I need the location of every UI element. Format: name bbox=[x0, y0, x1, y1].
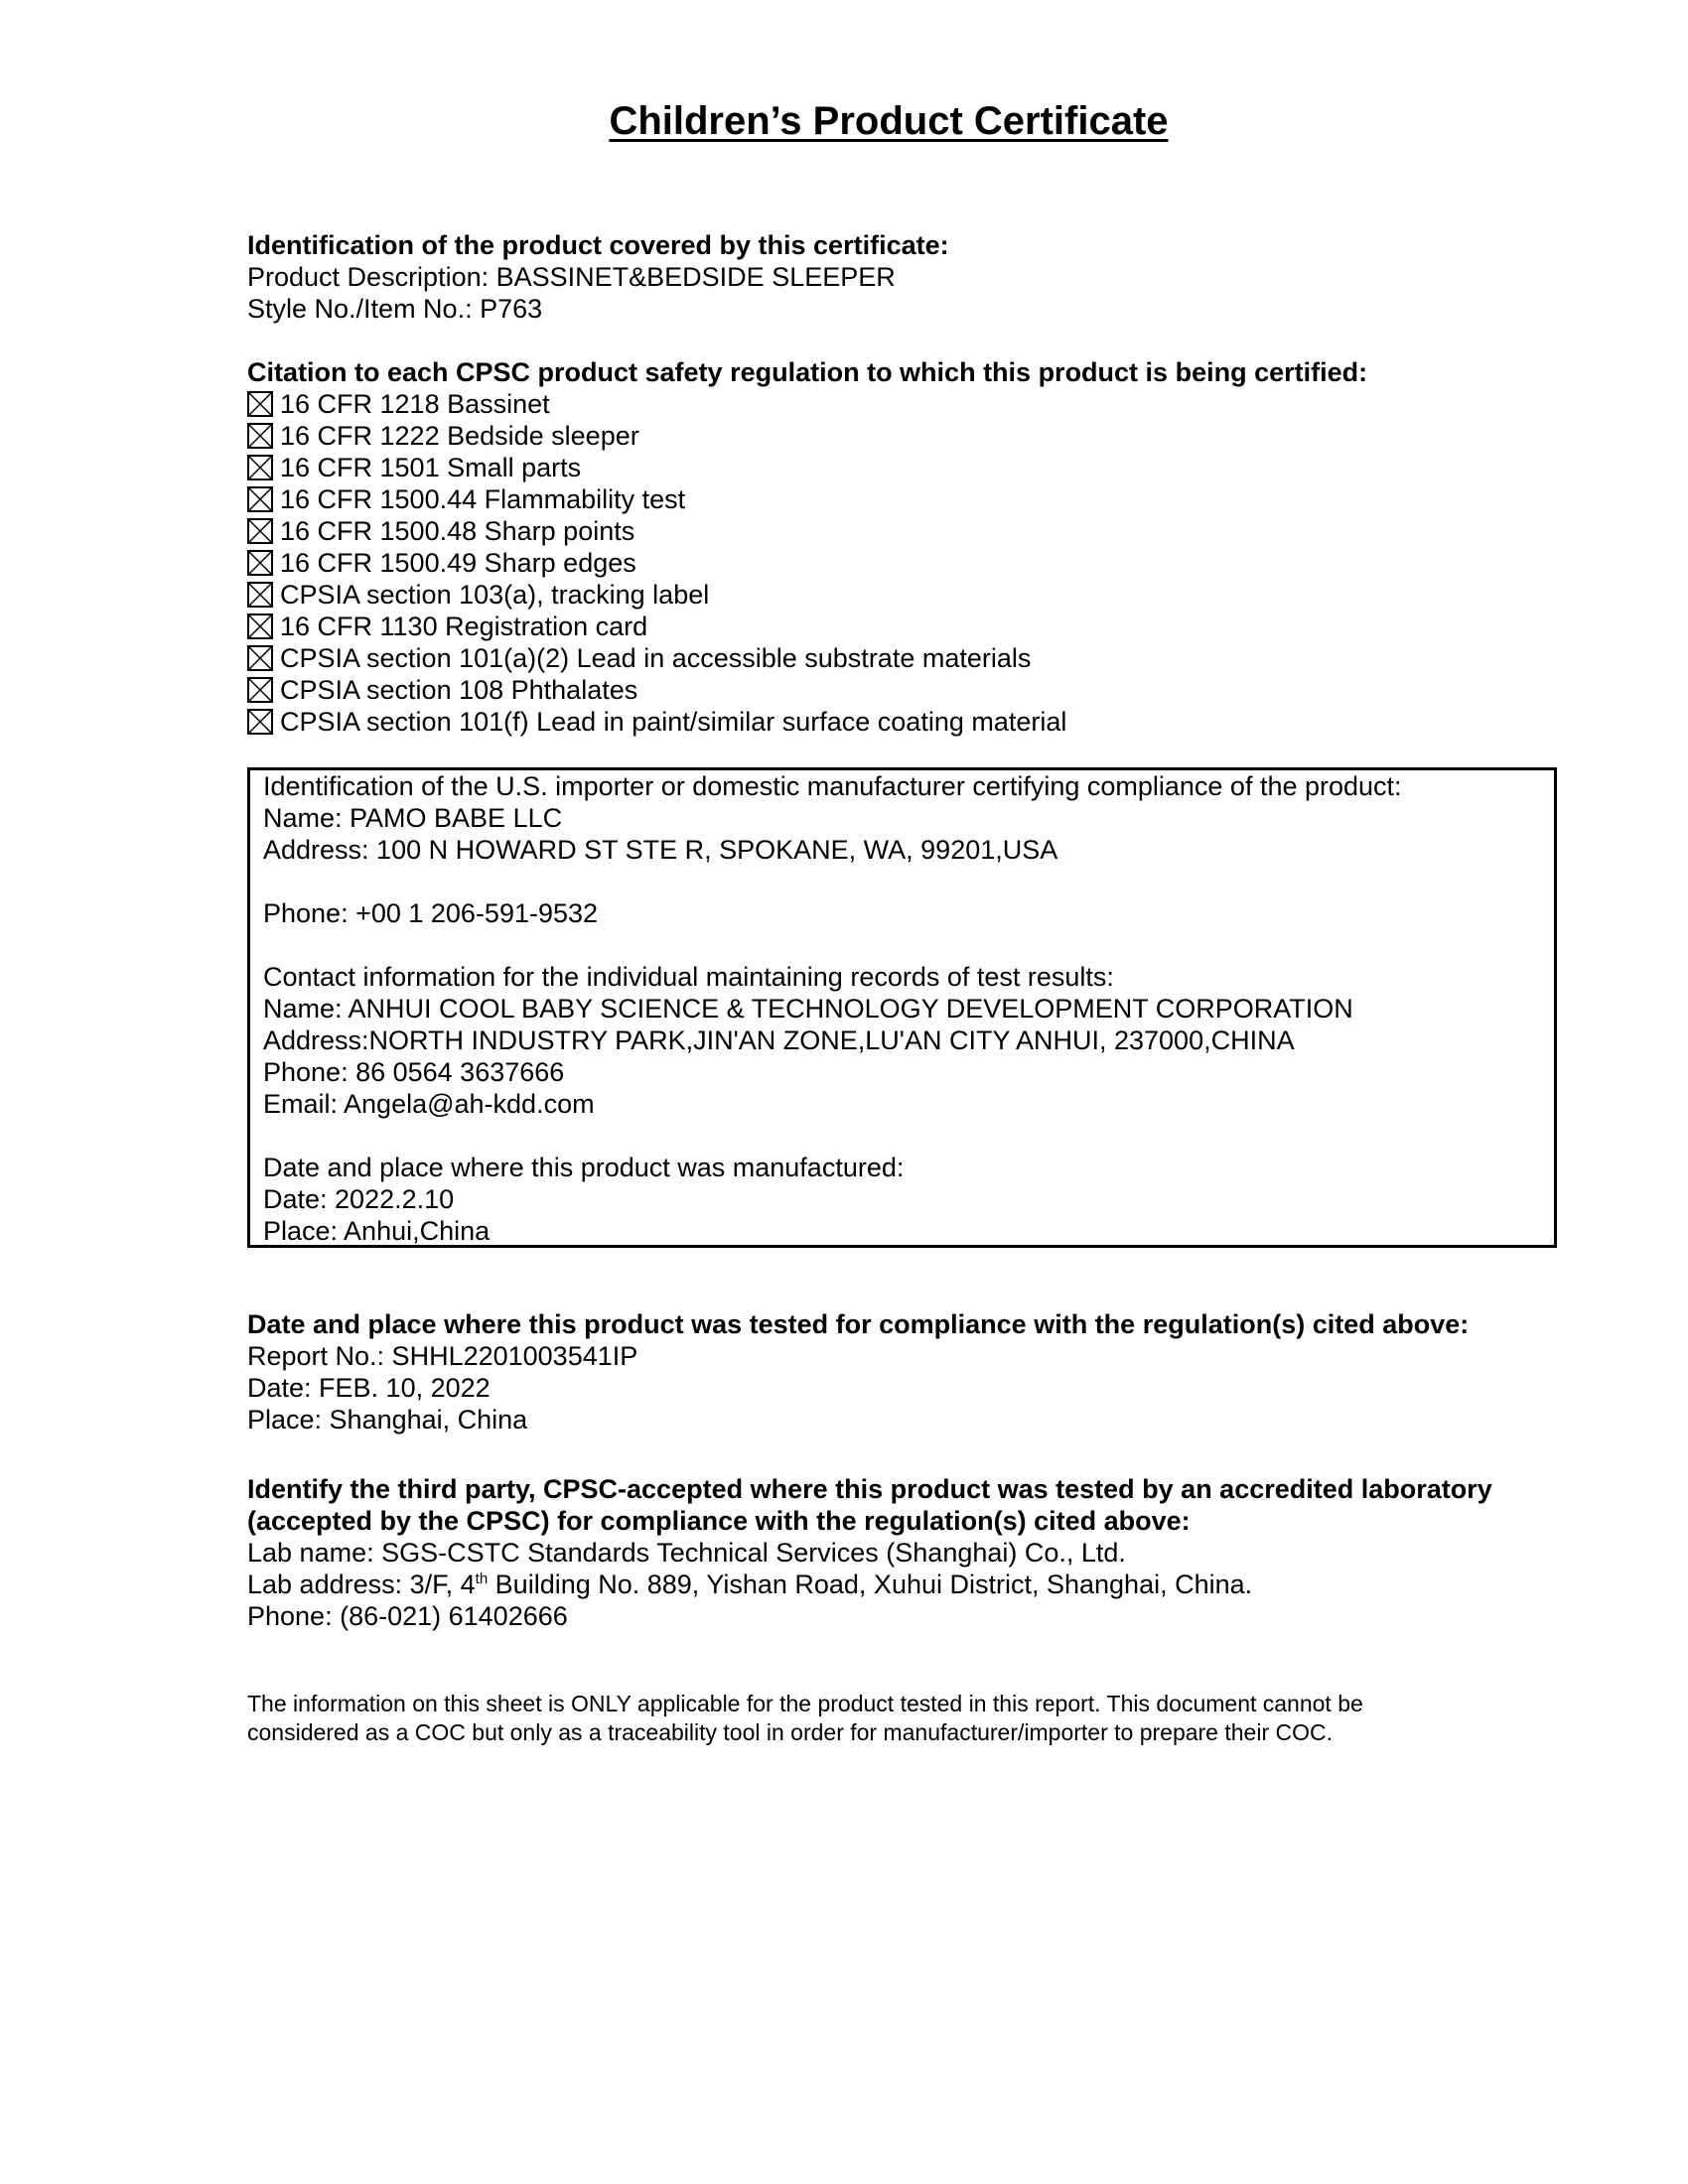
citation-label: 16 CFR 1218 Bassinet bbox=[280, 389, 550, 419]
citation-item bbox=[247, 452, 1367, 483]
checked-box-icon[interactable] bbox=[247, 645, 273, 671]
citation-item bbox=[247, 547, 1367, 579]
product-identification-section bbox=[247, 229, 949, 325]
citation-label: 16 CFR 1500.48 Sharp points bbox=[280, 516, 635, 546]
disclaimer-line1: The information on this sheet is ONLY applicable for the product tested in this report. This document cannot be bbox=[247, 1691, 1363, 1716]
citation-label: CPSIA section 101(a)(2) Lead in accessible substrate materials bbox=[280, 643, 1032, 673]
importer-name: Name: PAMO BABE LLC bbox=[263, 803, 563, 833]
citation-item bbox=[247, 642, 1367, 674]
importer-address: Address: 100 N HOWARD ST STE R, SPOKANE, WA, 99201,USA bbox=[263, 835, 1058, 865]
lab-address-prefix: Lab address: 3/F, 4 bbox=[247, 1570, 476, 1599]
product-description: Product Description: BASSINET&BEDSIDE SLEEPER bbox=[247, 262, 896, 292]
lab-heading-line2: (accepted by the CPSC) for compliance with the regulation(s) cited above: bbox=[247, 1506, 1191, 1536]
importer-info-box bbox=[247, 767, 1557, 1248]
citations-heading: Citation to each CPSC product safety regulation to which this product is being certified: bbox=[247, 357, 1368, 387]
lab-heading-line1: Identify the third party, CPSC-accepted where this product was tested by an accredited laboratory bbox=[247, 1474, 1492, 1504]
manufacture-place: Place: Anhui,China bbox=[263, 1216, 491, 1246]
citation-label: 16 CFR 1500.44 Flammability test bbox=[280, 484, 686, 514]
checked-box-icon[interactable] bbox=[247, 582, 273, 608]
checked-box-icon[interactable] bbox=[247, 550, 273, 576]
citation-label: CPSIA section 108 Phthalates bbox=[280, 675, 638, 705]
checked-box-icon[interactable] bbox=[247, 486, 273, 512]
citation-item bbox=[247, 388, 1367, 420]
checked-box-icon[interactable] bbox=[247, 518, 273, 544]
citation-label: 16 CFR 1222 Bedside sleeper bbox=[280, 421, 639, 451]
citation-item bbox=[247, 420, 1367, 452]
testing-place: Place: Shanghai, China bbox=[247, 1405, 528, 1434]
citation-label: CPSIA section 101(f) Lead in paint/similar surface coating material bbox=[280, 707, 1067, 737]
checked-box-icon[interactable] bbox=[247, 614, 273, 639]
checked-box-icon[interactable] bbox=[247, 423, 273, 449]
citation-label: CPSIA section 103(a), tracking label bbox=[280, 580, 710, 610]
product-identification-heading: Identification of the product covered by this certificate: bbox=[247, 230, 949, 260]
citation-list bbox=[247, 388, 1367, 738]
importer-heading: Identification of the U.S. importer or domestic manufacturer certifying compliance of the product: bbox=[263, 771, 1402, 801]
citation-item bbox=[247, 579, 1367, 611]
citation-label: 16 CFR 1130 Registration card bbox=[280, 612, 648, 641]
checked-box-icon[interactable] bbox=[247, 709, 273, 735]
citation-item bbox=[247, 483, 1367, 515]
checked-box-icon[interactable] bbox=[247, 677, 273, 703]
lab-name: Lab name: SGS-CSTC Standards Technical Services (Shanghai) Co., Ltd. bbox=[247, 1538, 1126, 1568]
report-number: Report No.: SHHL2201003541IP bbox=[247, 1341, 638, 1371]
disclaimer-note bbox=[247, 1690, 1363, 1747]
page-title: Children’s Product Certificate bbox=[609, 99, 1169, 143]
records-contact-email[interactable]: Email: Angela@ah-kdd.com bbox=[263, 1089, 595, 1119]
records-contact-heading: Contact information for the individual maintaining records of test results: bbox=[263, 962, 1114, 992]
citation-label: 16 CFR 1500.49 Sharp edges bbox=[280, 548, 636, 578]
citation-label: 16 CFR 1501 Small parts bbox=[280, 453, 582, 482]
citation-item bbox=[247, 674, 1367, 706]
lab-section bbox=[247, 1473, 1492, 1632]
records-contact-phone: Phone: 86 0564 3637666 bbox=[263, 1057, 565, 1087]
checked-box-icon[interactable] bbox=[247, 455, 273, 480]
citation-item bbox=[247, 706, 1367, 738]
checked-box-icon[interactable] bbox=[247, 391, 273, 417]
testing-section bbox=[247, 1308, 1469, 1435]
style-item-number: Style No./Item No.: P763 bbox=[247, 294, 543, 324]
lab-address-suffix: Building No. 889, Yishan Road, Xuhui District, Shanghai, China. bbox=[488, 1570, 1253, 1599]
records-contact-name: Name: ANHUI COOL BABY SCIENCE & TECHNOLOGY DEVELOPMENT CORPORATION bbox=[263, 994, 1353, 1024]
manufacture-heading: Date and place where this product was manufactured: bbox=[263, 1153, 905, 1182]
importer-phone: Phone: +00 1 206-591-9532 bbox=[263, 898, 599, 928]
lab-address-superscript: th bbox=[475, 1570, 489, 1587]
citation-item bbox=[247, 611, 1367, 642]
citations-section bbox=[247, 356, 1367, 738]
manufacture-date: Date: 2022.2.10 bbox=[263, 1184, 455, 1214]
testing-heading: Date and place where this product was tested for compliance with the regulation(s) cited above: bbox=[247, 1309, 1470, 1339]
lab-phone: Phone: (86-021) 61402666 bbox=[247, 1601, 568, 1631]
lab-address bbox=[247, 1569, 1492, 1600]
citation-item bbox=[247, 515, 1367, 547]
testing-date: Date: FEB. 10, 2022 bbox=[247, 1373, 491, 1403]
records-contact-address: Address:NORTH INDUSTRY PARK,JIN'AN ZONE,LU'AN CITY ANHUI, 237000,CHINA bbox=[263, 1025, 1295, 1055]
disclaimer-line2: considered as a COC but only as a traceability tool in order for manufacturer/importer to prepare their COC. bbox=[247, 1719, 1333, 1745]
